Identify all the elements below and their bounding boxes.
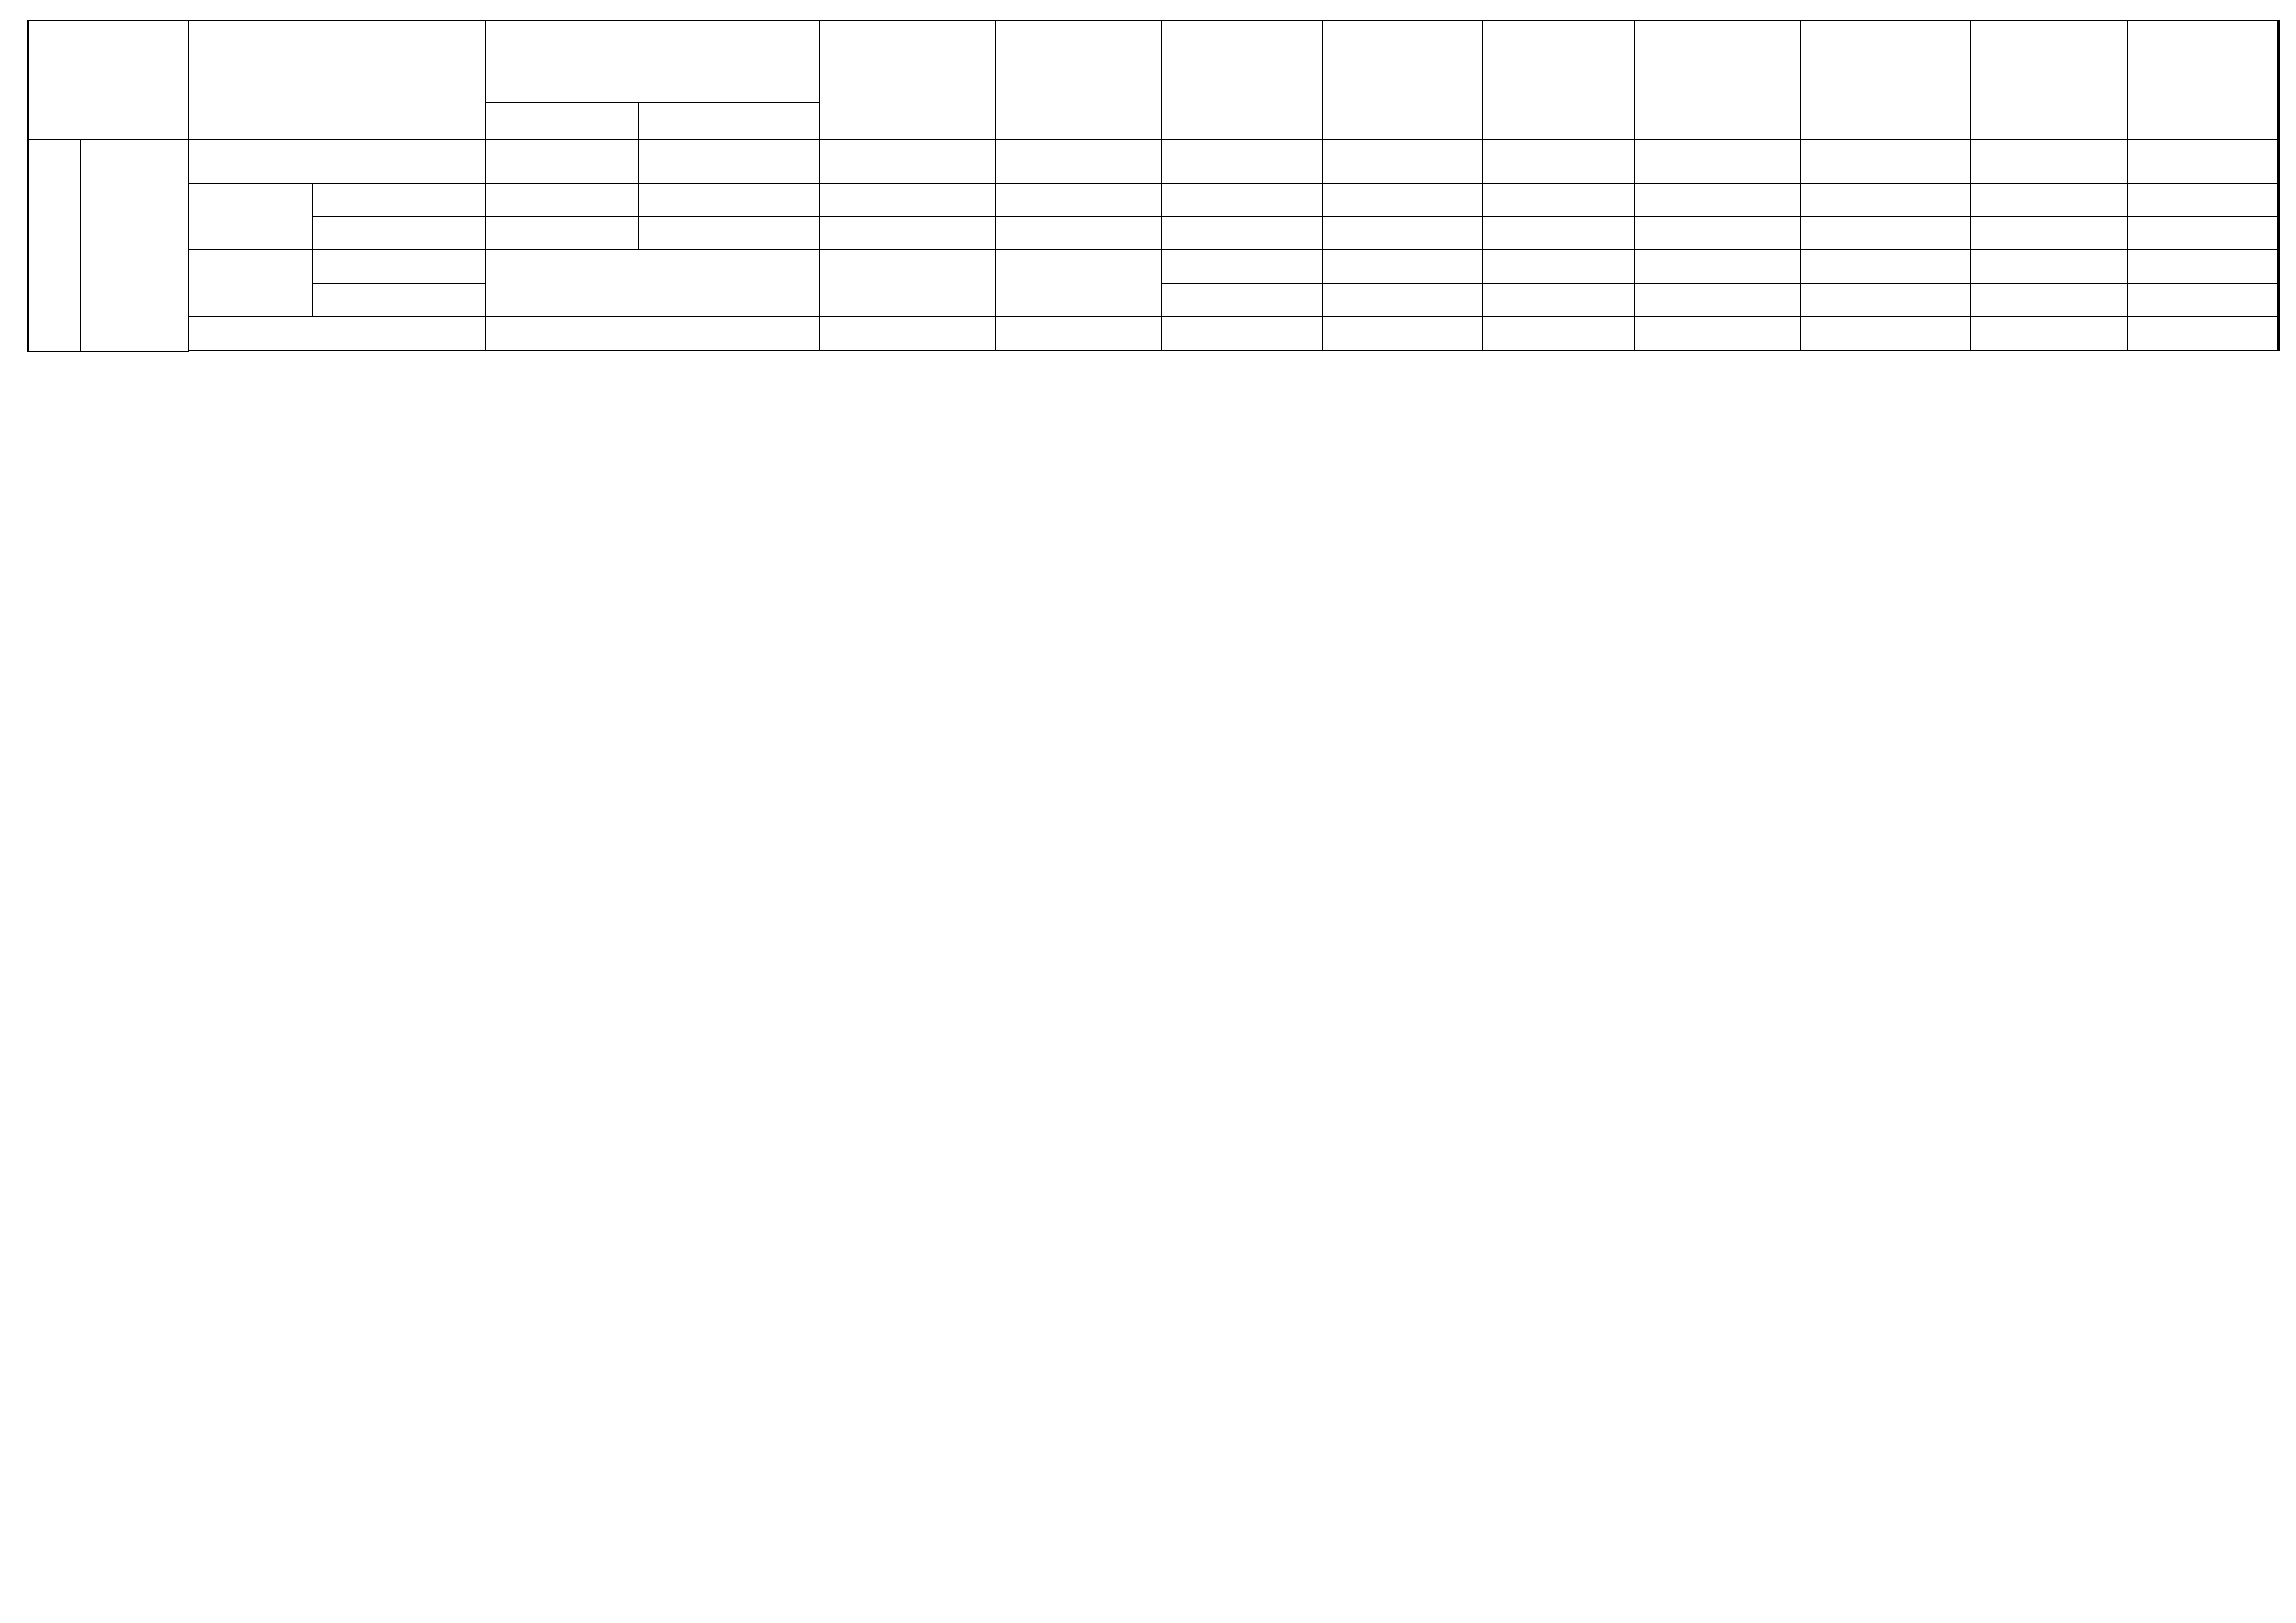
min-cell <box>1323 217 1483 250</box>
header-day-6 <box>1635 21 1801 140</box>
header-day-4 <box>1323 21 1483 140</box>
min-cell <box>1971 217 2128 250</box>
max-cell <box>1162 184 1323 217</box>
max-cell <box>1635 184 1801 217</box>
min-cell <box>2128 217 2279 250</box>
station-partial-no <box>28 140 81 352</box>
wind-cell <box>486 250 820 317</box>
humidity-cell <box>486 317 820 351</box>
wind-cell <box>996 250 1162 317</box>
wind-speed-label <box>313 284 486 317</box>
header-day0 <box>486 21 820 103</box>
weather-cell <box>1162 140 1323 184</box>
header-day-5 <box>1483 21 1635 140</box>
max-label <box>313 184 486 217</box>
min-cell <box>1162 217 1323 250</box>
weather-cell <box>1801 140 1971 184</box>
partial-weather-label <box>189 140 486 184</box>
max-cell <box>639 184 820 217</box>
max-cell <box>1801 184 1971 217</box>
min-cell <box>996 217 1162 250</box>
max-cell <box>996 184 1162 217</box>
weather-cell <box>1971 140 2128 184</box>
wind-label <box>189 250 313 317</box>
min-cell <box>1635 217 1801 250</box>
header-night-03 <box>486 103 639 140</box>
header-day-7 <box>1801 21 1971 140</box>
weather-cell <box>820 140 996 184</box>
weather-cell <box>2128 140 2279 184</box>
header-day-2 <box>996 21 1162 140</box>
header-point <box>28 21 189 140</box>
header-day-3 <box>1162 21 1323 140</box>
weather-cell <box>1635 140 1801 184</box>
humidity-label <box>189 317 486 351</box>
header-day-04 <box>639 103 820 140</box>
weather-cell <box>1483 140 1635 184</box>
header-day-8 <box>1971 21 2128 140</box>
max-cell <box>1483 184 1635 217</box>
header-day-1 <box>820 21 996 140</box>
max-cell <box>820 184 996 217</box>
min-cell <box>639 217 820 250</box>
min-cell <box>486 217 639 250</box>
max-cell <box>1323 184 1483 217</box>
min-label <box>313 217 486 250</box>
header-day-9 <box>2128 21 2279 140</box>
min-cell <box>1483 217 1635 250</box>
wind-cell <box>820 250 996 317</box>
forecast-table <box>27 20 2280 352</box>
max-cell <box>2128 184 2279 217</box>
station-partial <box>28 140 2279 352</box>
temp-label <box>189 184 313 250</box>
wind-dir-label <box>313 250 486 284</box>
max-cell <box>486 184 639 217</box>
weather-cell <box>1323 140 1483 184</box>
max-cell <box>1971 184 2128 217</box>
station-partial-name <box>81 140 189 352</box>
min-cell <box>1801 217 1971 250</box>
weather-cell <box>996 140 1162 184</box>
header-time <box>189 21 486 140</box>
min-cell <box>820 217 996 250</box>
weather-cell <box>486 140 639 184</box>
weather-cell <box>639 140 820 184</box>
